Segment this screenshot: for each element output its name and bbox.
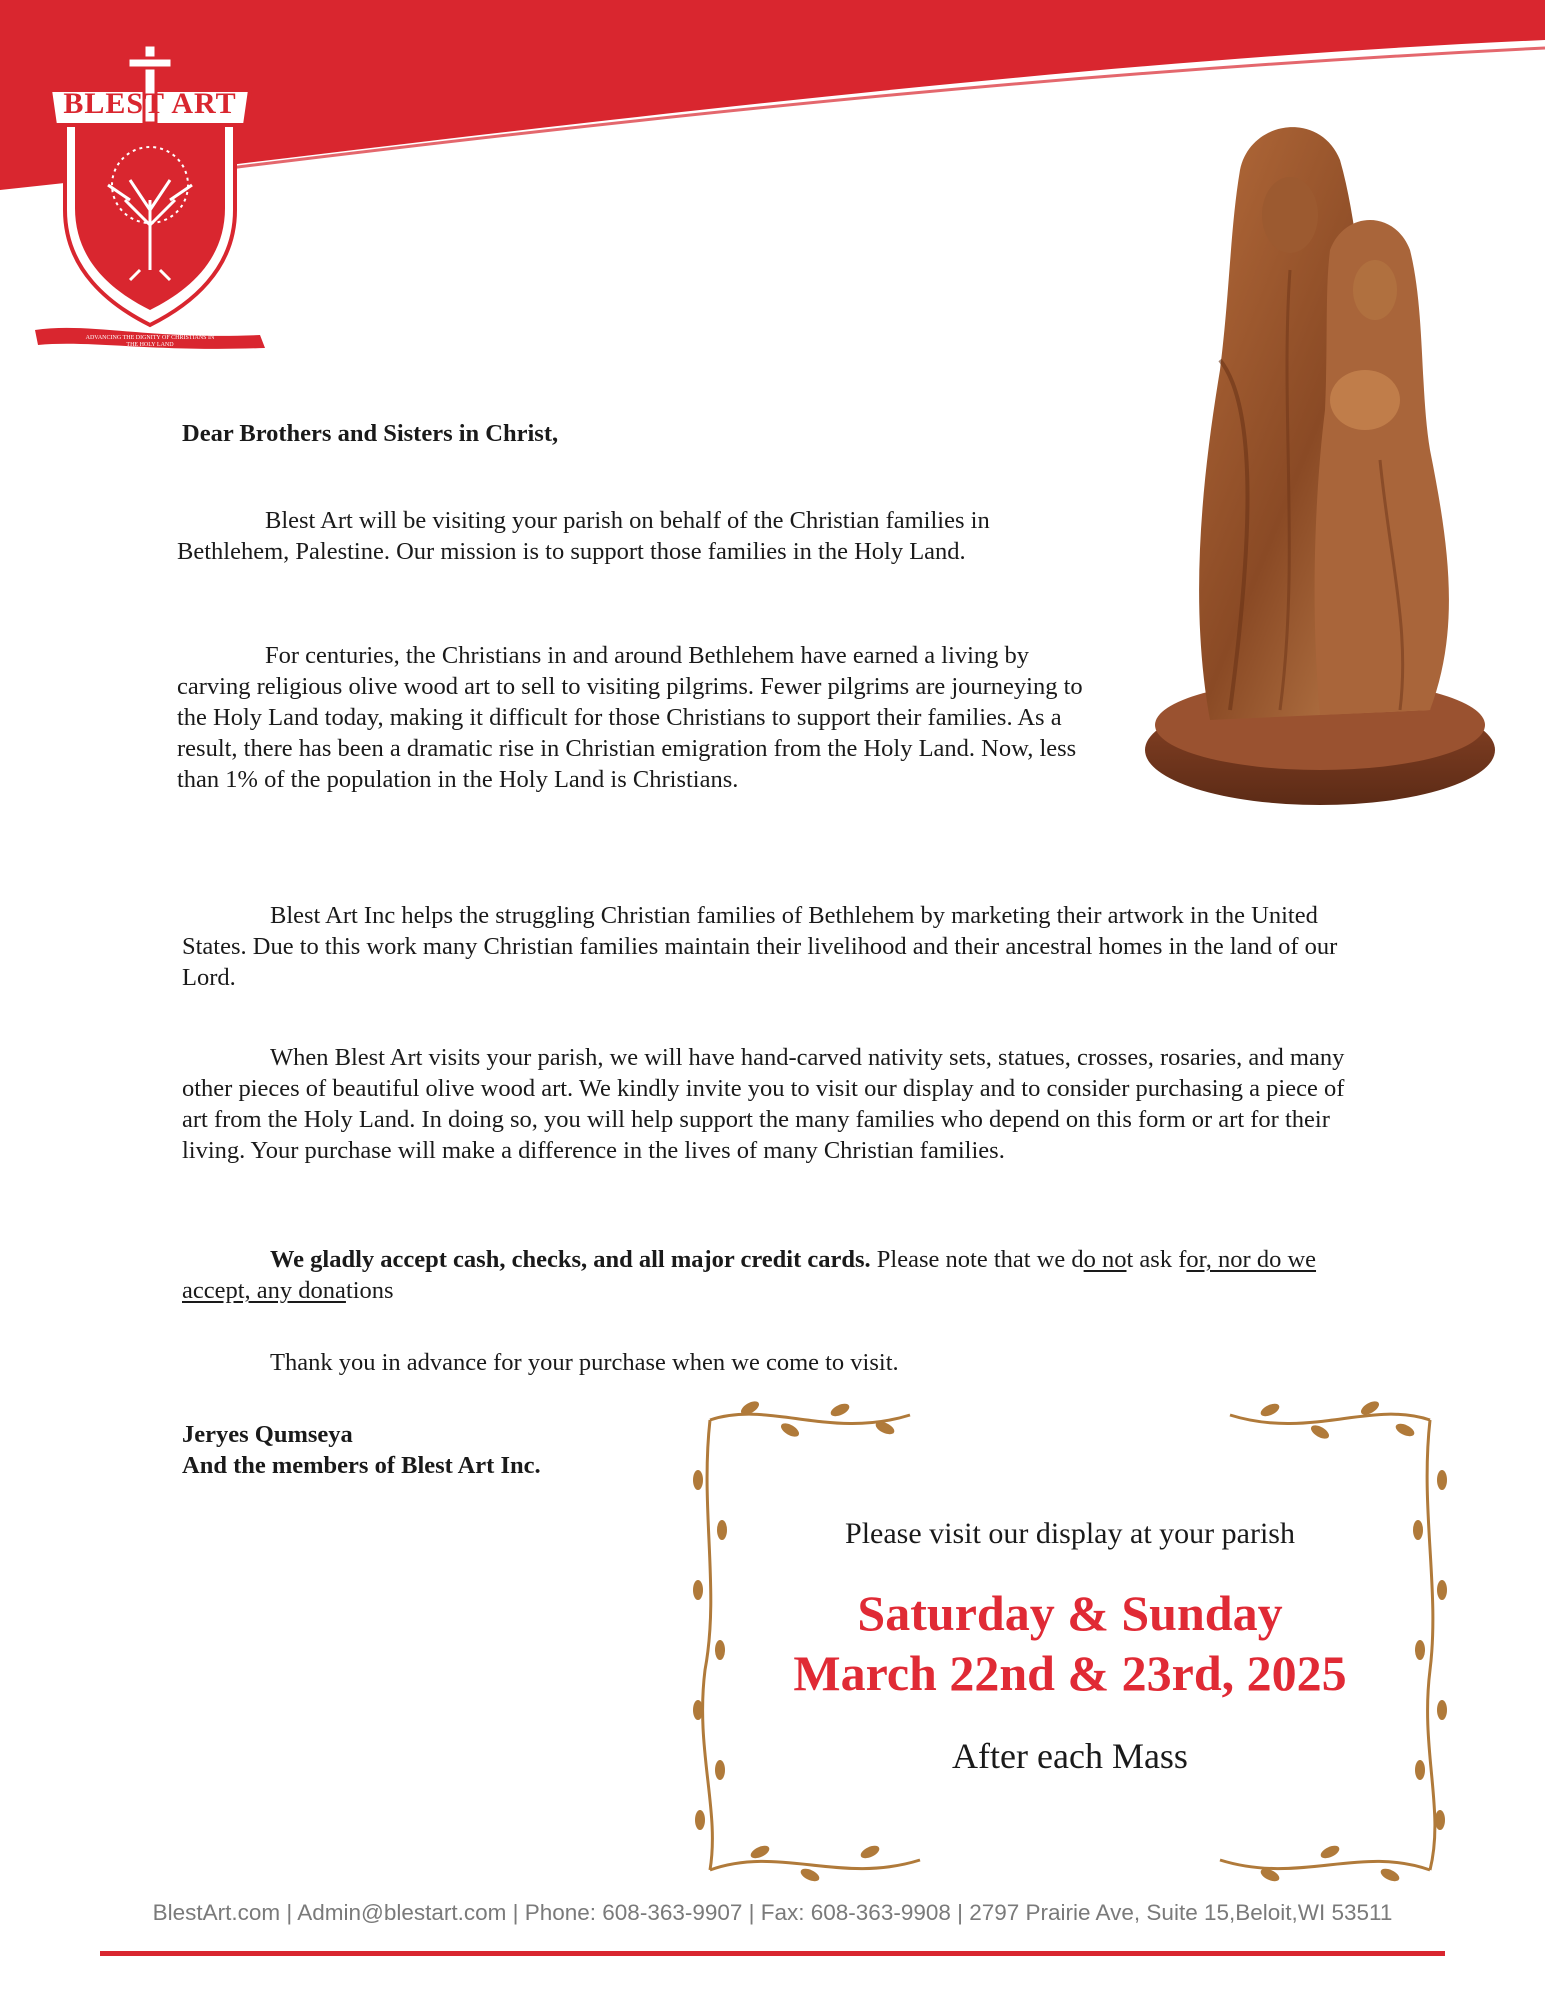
logo-ribbon-text: ADVANCING THE DIGNITY OF CHRISTIANS IN THE HOLY LAND bbox=[85, 335, 215, 348]
holy-family-statue-image bbox=[1130, 110, 1500, 830]
signature-org: And the members of Blest Art Inc. bbox=[182, 1452, 541, 1479]
invite-line: Please visit our display at your parish bbox=[845, 1517, 1295, 1550]
p5-part-a: Please note that we d bbox=[870, 1246, 1084, 1273]
paragraph-3: Blest Art Inc helps the struggling Christian families of Bethlehem by marketing their artwork in the United States. Due to this work many Christian families maintain their livelihood and their ancestral homes in the land of our Lord. bbox=[182, 902, 1338, 991]
p5-underline-1: o no bbox=[1083, 1246, 1127, 1273]
event-dates: March 22nd & 23rd, 2025 bbox=[793, 1645, 1347, 1701]
p5-part-c: tions bbox=[345, 1277, 394, 1304]
p5-underline-2: or, nor do we accept, any dona bbox=[182, 1246, 1317, 1304]
paragraph-6: Thank you in advance for your purchase when we come to visit. bbox=[270, 1349, 899, 1376]
paragraph-5 bbox=[182, 1244, 1362, 1306]
signature-name: Jeryes Qumseya bbox=[182, 1421, 353, 1448]
payment-methods: We gladly accept cash, checks, and all major credit cards. bbox=[270, 1246, 871, 1273]
logo-wordmark: BLEST ART bbox=[63, 87, 237, 120]
paragraph-2: For centuries, the Christians in and around Bethlehem have earned a living by carving religious olive wood art to sell to visiting pilgrims. Fewer pilgrims are journeying to the Holy Land today, making it difficult for those Christians to support their families. As a result, there has been a dramatic rise in Christian emigration from the Holy Land. Now, less than 1% of the population in the Holy Land is Christians. bbox=[177, 642, 1083, 793]
event-time: After each Mass bbox=[952, 1736, 1188, 1776]
paragraph-4: When Blest Art visits your parish, we will have hand-carved nativity sets, statues, crosses, rosaries, and many other pieces of beautiful olive wood art. We kindly invite you to visit our display and to consider purchasing a piece of art from the Holy Land. In doing so, you will help support the many families who depend on this form or art for their living. Your purchase will make a difference in the lives of many Christian families. bbox=[182, 1044, 1345, 1164]
footer-contact: BlestArt.com | Admin@blestart.com | Phone: 608-363-9907 | Fax: 608-363-9908 | 2797 Prairie Ave, Suite 15,Beloit,WI 53511 bbox=[152, 1900, 1393, 1925]
event-days: Saturday & Sunday bbox=[857, 1585, 1283, 1641]
paragraph-1: Blest Art will be visiting your parish on behalf of the Christian families in Bethlehem, Palestine. Our mission is to support those families in the Holy Land. bbox=[177, 507, 990, 565]
salutation: Dear Brothers and Sisters in Christ, bbox=[182, 420, 559, 447]
p5-part-b: t ask f bbox=[1126, 1246, 1187, 1273]
footer-rule bbox=[100, 1951, 1445, 1956]
signature bbox=[182, 1419, 541, 1481]
